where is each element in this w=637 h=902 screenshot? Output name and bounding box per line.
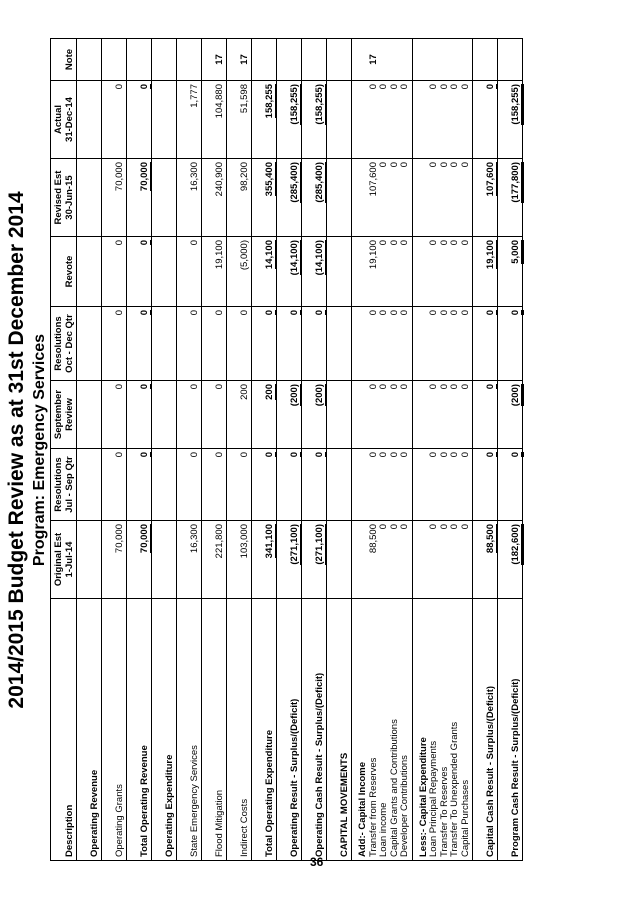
- group-heading: Less:- Capital Expenditure: [417, 737, 429, 857]
- group-line-value: [450, 42, 461, 77]
- cell-original-est: [252, 521, 277, 599]
- cell-value: (158,255): [510, 84, 524, 125]
- row-label: Operating Result - Surplus/(Deficit): [277, 599, 302, 861]
- cell-actual: [202, 81, 227, 159]
- cell-september-review: [102, 381, 127, 449]
- cell-value: (14,100): [289, 240, 300, 276]
- cell-value: 240,900: [214, 162, 225, 197]
- cell-value: 355,400: [264, 162, 275, 197]
- cell-actual: [227, 81, 252, 159]
- cell-res-oct-dec: [498, 307, 523, 381]
- cell-value: 0: [139, 240, 150, 246]
- table-row: [102, 39, 127, 861]
- cell-september-review: [498, 381, 523, 449]
- cell-value: 0: [264, 452, 275, 458]
- group-line-value: 17: [367, 54, 379, 65]
- group-line-value: 0: [378, 452, 389, 458]
- cell-actual: [277, 81, 302, 159]
- cell-value: 70,000: [114, 162, 125, 192]
- section-heading-row: [77, 39, 102, 861]
- group-line-label: Loan income: [378, 802, 389, 857]
- group-line-value: 0: [428, 162, 439, 168]
- report-title-block: [2, 29, 50, 871]
- group-line-value: 0: [388, 524, 400, 530]
- header-note: Note: [51, 39, 77, 81]
- header-revised-line2: 30-Jun-15: [64, 175, 75, 220]
- cell-september-review: [227, 381, 252, 449]
- cell-value: 19,100: [485, 240, 496, 270]
- header-original-line2: 1-Jul-14: [64, 541, 75, 578]
- cell-actual: [177, 81, 202, 159]
- cell-note: 17: [227, 39, 252, 81]
- group-line-value: 0: [388, 310, 400, 316]
- header-res-q2-line2: Oct - Dec Qtr: [64, 314, 75, 373]
- cell-value: 0: [139, 384, 150, 390]
- cell-res-jul-sep: [127, 449, 152, 521]
- cell-actual: [127, 81, 152, 159]
- header-original-line1: Original Est: [53, 532, 64, 587]
- group-line-value: 0: [388, 240, 400, 246]
- group-heading: Add:- Capital Income: [357, 761, 368, 857]
- group-cell-revote: [352, 237, 413, 307]
- header-sept-line2: Review: [64, 398, 75, 431]
- cell-value: (14,100): [314, 240, 325, 276]
- group-line-label: Capital Purchases: [459, 779, 471, 857]
- cell-value: 200: [239, 384, 250, 400]
- table-row: [302, 39, 327, 861]
- group-line-value: 0: [378, 84, 389, 90]
- cell-revote: [473, 237, 498, 307]
- cell-note: [498, 39, 523, 81]
- group-line-value: [429, 42, 440, 77]
- cell-value: 0: [239, 452, 250, 458]
- cell-res-jul-sep: [498, 449, 523, 521]
- cell-res-oct-dec: [177, 307, 202, 381]
- group-line-value: 0: [388, 452, 400, 458]
- group-line-value: 0: [459, 162, 471, 168]
- group-line-value: 0: [459, 452, 471, 458]
- cell-value: (200): [510, 384, 524, 406]
- group-line-value: 0: [449, 524, 460, 530]
- group-line-value: 0: [449, 452, 460, 458]
- header-res-q1: [51, 449, 77, 521]
- cell-value: 0: [114, 452, 125, 458]
- cell-actual: [252, 81, 277, 159]
- cell-revote: [102, 237, 127, 307]
- row-label: Operating Cash Result - Surplus/(Deficit): [302, 599, 327, 861]
- group-labels: [352, 599, 413, 861]
- group-cell-res-oct-dec: [412, 307, 473, 381]
- cell-original-est: [127, 521, 152, 599]
- group-line-value: 0: [399, 162, 410, 168]
- cell-actual: [302, 81, 327, 159]
- header-actual: [51, 81, 77, 159]
- section-heading-row: [152, 39, 177, 861]
- group-cell-res-oct-dec: [352, 307, 413, 381]
- cell-revised-est: [277, 159, 302, 237]
- group-cell-actual: [412, 81, 473, 159]
- cell-value: (271,100): [289, 524, 300, 565]
- cell-value: 16,300: [189, 524, 200, 554]
- group-line-value: 0: [459, 310, 471, 316]
- cell-value: 14,100: [264, 240, 275, 270]
- cell-revised-est: [102, 159, 127, 237]
- cell-value: (200): [314, 384, 325, 407]
- cell-value: 70,000: [139, 162, 150, 192]
- cell-value: 16,300: [189, 162, 200, 192]
- group-line-value: 0: [367, 84, 379, 90]
- group-line-value: 0: [459, 240, 471, 246]
- cell-revised-est: [177, 159, 202, 237]
- group-line-value: 0: [459, 384, 471, 390]
- cell-value: 107,600: [485, 162, 496, 197]
- group-cell-september-review: [412, 381, 473, 449]
- cell-value: 70,000: [139, 524, 150, 554]
- header-res-q2-line1: Resolutions: [53, 316, 64, 371]
- group-line-label: Transfer To Unexpended Grants: [449, 721, 460, 857]
- group-line-value: 0: [399, 240, 410, 246]
- group-line-value: 0: [428, 84, 439, 90]
- cell-res-oct-dec: [227, 307, 252, 381]
- header-actual-line1: Actual: [53, 104, 64, 135]
- cell-original-est: [202, 521, 227, 599]
- cell-res-oct-dec: [252, 307, 277, 381]
- cell-value: 98,200: [239, 162, 250, 192]
- cell-value: 0: [114, 84, 125, 90]
- group-labels: [412, 599, 473, 861]
- group-note-cell: [412, 39, 473, 81]
- cell-value: 1,777: [189, 84, 200, 108]
- cell-res-jul-sep: [102, 449, 127, 521]
- row-label: Total Operating Expenditure: [252, 599, 277, 861]
- group-cell-revised-est: [352, 159, 413, 237]
- cell-original-est: [302, 521, 327, 599]
- group-line-value: 0: [438, 384, 450, 390]
- cell-value: 0: [314, 452, 325, 458]
- group-cell-original-est: [352, 521, 413, 599]
- cell-original-est: [102, 521, 127, 599]
- group-line-value: 0: [399, 452, 410, 458]
- group-line-label: Loan Principal Repayments: [428, 740, 439, 857]
- cell-value: 0: [510, 452, 524, 457]
- cell-note: [177, 39, 202, 81]
- cell-revised-est: [302, 159, 327, 237]
- cell-value: 0: [189, 452, 200, 458]
- row-label: Total Operating Revenue: [127, 599, 152, 861]
- cell-original-est: [227, 521, 252, 599]
- cell-value: 221,800: [214, 524, 225, 559]
- group-line-value: 19,100: [367, 240, 379, 270]
- group-line-label: Transfer To Reserves: [438, 766, 450, 857]
- group-line-value: 0: [399, 524, 410, 530]
- group-line-value: 0: [378, 162, 389, 168]
- group-line-value: 0: [428, 240, 439, 246]
- cell-res-oct-dec: [302, 307, 327, 381]
- cell-value: (200): [289, 384, 300, 407]
- cell-revote: [252, 237, 277, 307]
- cell-value: 0: [214, 310, 225, 316]
- group-line-value: 0: [449, 240, 460, 246]
- cell-value: 5,000: [510, 240, 524, 264]
- group-line-value: 0: [428, 310, 439, 316]
- group-line-value: 0: [378, 310, 389, 316]
- table-row: [202, 39, 227, 861]
- row-label: Indirect Costs: [227, 599, 252, 861]
- cell-value: 0: [214, 384, 225, 390]
- cell-revote: [202, 237, 227, 307]
- group-line-value: 0: [438, 84, 450, 90]
- cell-note: [302, 39, 327, 81]
- group-line-value: 0: [449, 84, 460, 90]
- cell-original-est: [473, 521, 498, 599]
- header-row: [51, 39, 77, 861]
- group-line-value: 0: [388, 384, 400, 390]
- group-line-value: [400, 42, 411, 77]
- cell-revised-est: [202, 159, 227, 237]
- group-line-value: 0: [388, 162, 400, 168]
- cell-value: (158,255): [289, 84, 300, 125]
- cell-revised-est: [473, 159, 498, 237]
- cell-res-oct-dec: [202, 307, 227, 381]
- cell-res-jul-sep: [202, 449, 227, 521]
- group-line-value: 0: [378, 384, 389, 390]
- capital-movements-heading: CAPITAL MOVEMENTS: [327, 599, 352, 861]
- cell-september-review: [473, 381, 498, 449]
- cell-value: 0: [510, 310, 524, 315]
- table-row: [498, 39, 523, 861]
- header-res-q2: [51, 307, 77, 381]
- cell-res-jul-sep: [277, 449, 302, 521]
- cell-res-oct-dec: [102, 307, 127, 381]
- cell-value: 0: [289, 310, 300, 316]
- group-line-value: 107,600: [367, 162, 379, 197]
- cell-res-jul-sep: [473, 449, 498, 521]
- cell-revised-est: [227, 159, 252, 237]
- row-label: State Emergency Services: [177, 599, 202, 861]
- cell-value: 0: [114, 384, 125, 390]
- table-row: [252, 39, 277, 861]
- cell-value: 104,880: [214, 84, 225, 119]
- cell-value: 0: [485, 84, 496, 90]
- group-line-value: 0: [388, 84, 400, 90]
- header-revised: [51, 159, 77, 237]
- cell-value: 51,598: [239, 84, 250, 114]
- group-line-value: 0: [438, 452, 450, 458]
- header-september: [51, 381, 77, 449]
- cell-value: (285,400): [314, 162, 325, 203]
- cell-september-review: [177, 381, 202, 449]
- cell-value: (5,000): [239, 240, 250, 271]
- group-line-value: 0: [378, 240, 389, 246]
- group-cell-res-jul-sep: [412, 449, 473, 521]
- table-row: [277, 39, 302, 861]
- table-row: [177, 39, 202, 861]
- group-line-value: 0: [428, 384, 439, 390]
- group-line-value: 88,500: [367, 524, 379, 554]
- cell-value: 0: [189, 240, 200, 246]
- report-title: 2014/2015 Budget Review as at 31st December 2014: [5, 191, 28, 709]
- group-line-value: 0: [399, 310, 410, 316]
- cell-note: [127, 39, 152, 81]
- cell-value: 0: [485, 452, 496, 458]
- group-line-value: 0: [399, 84, 410, 90]
- group-line-label: Transfer from Reserves: [367, 757, 379, 857]
- group-line-value: 0: [367, 310, 379, 316]
- cell-value: 19,100: [214, 240, 225, 270]
- cell-note: [473, 39, 498, 81]
- header-sept-line1: September: [53, 389, 64, 440]
- header-description: Description: [51, 599, 77, 861]
- cell-note: [102, 39, 127, 81]
- group-line-label: Capital Grants and Contributions: [388, 719, 400, 857]
- report-subtitle: Program: Emergency Services: [31, 333, 48, 567]
- rotated-page: [2, 29, 602, 871]
- table-row: [227, 39, 252, 861]
- cell-value: 0: [485, 384, 496, 390]
- cell-revote: [227, 237, 252, 307]
- header-revised-line1: Revised Est: [53, 170, 64, 225]
- group-line-value: 0: [449, 310, 460, 316]
- cell-value: 0: [314, 310, 325, 316]
- cell-res-jul-sep: [227, 449, 252, 521]
- cell-res-jul-sep: [252, 449, 277, 521]
- cell-value: 70,000: [114, 524, 125, 554]
- group-cell-revised-est: [412, 159, 473, 237]
- cell-september-review: [252, 381, 277, 449]
- group-line-value: 0: [428, 524, 439, 530]
- group-line-value: [379, 42, 390, 77]
- cell-original-est: [498, 521, 523, 599]
- row-label: Operating Grants: [102, 599, 127, 861]
- cell-revote: [498, 237, 523, 307]
- group-line-value: 0: [378, 524, 389, 530]
- cell-value: 0: [485, 310, 496, 316]
- header-actual-line2: 31-Dec-14: [64, 97, 75, 142]
- operating-revenue-heading: Operating Revenue: [77, 599, 102, 861]
- row-label: Capital Cash Result - Surplus/(Deficit): [473, 599, 498, 861]
- cell-value: (158,255): [314, 84, 325, 125]
- group-line-value: 0: [438, 162, 450, 168]
- cell-revised-est: [498, 159, 523, 237]
- group-line-value: 0: [399, 384, 410, 390]
- page-number: 36: [310, 855, 324, 869]
- cell-revote: [302, 237, 327, 307]
- row-label: Program Cash Result - Surplus/(Deficit): [498, 599, 523, 861]
- cell-actual: [473, 81, 498, 159]
- group-cell-revote: [412, 237, 473, 307]
- group-line-value: [461, 42, 472, 77]
- cell-value: 200: [264, 384, 275, 400]
- table-row: [473, 39, 498, 861]
- group-note-cell: [352, 39, 413, 81]
- cell-value: 0: [114, 310, 125, 316]
- group-line-value: 0: [367, 384, 379, 390]
- cell-revote: [277, 237, 302, 307]
- cell-actual: [102, 81, 127, 159]
- group-line-value: 0: [367, 452, 379, 458]
- cell-value: 88,500: [485, 524, 496, 554]
- cell-value: 0: [189, 384, 200, 390]
- cell-value: 0: [264, 310, 275, 316]
- budget-table: [50, 38, 523, 861]
- header-res-q1-line2: Jul - Sep Qtr: [64, 456, 75, 513]
- cell-note: [252, 39, 277, 81]
- cell-value: 0: [189, 310, 200, 316]
- group-cell-september-review: [352, 381, 413, 449]
- cell-res-jul-sep: [302, 449, 327, 521]
- cell-september-review: [202, 381, 227, 449]
- table-row: [127, 39, 152, 861]
- cell-september-review: [127, 381, 152, 449]
- cell-value: 0: [139, 310, 150, 316]
- group-line-value: 0: [428, 452, 439, 458]
- cell-value: (285,400): [289, 162, 300, 203]
- group-line-value: 0: [459, 84, 471, 90]
- cell-value: 0: [289, 452, 300, 458]
- capital-expenditure-block: [412, 39, 473, 861]
- cell-value: 0: [114, 240, 125, 246]
- header-res-q1-line1: Resolutions: [53, 457, 64, 512]
- cell-original-est: [177, 521, 202, 599]
- cell-revised-est: [252, 159, 277, 237]
- cell-value: 158,255: [264, 84, 275, 119]
- cell-actual: [498, 81, 523, 159]
- cell-value: 341,100: [264, 524, 275, 559]
- cell-value: 0: [239, 310, 250, 316]
- cell-value: (182,600): [510, 524, 524, 565]
- cell-res-oct-dec: [277, 307, 302, 381]
- cell-value: 0: [214, 452, 225, 458]
- cell-note: [277, 39, 302, 81]
- group-line-value: 0: [449, 384, 460, 390]
- header-original: [51, 521, 77, 599]
- group-line-value: 0: [438, 310, 450, 316]
- group-cell-actual: [352, 81, 413, 159]
- cell-revote: [177, 237, 202, 307]
- cell-revised-est: [127, 159, 152, 237]
- cell-value: 0: [139, 84, 150, 90]
- capital-income-block: [352, 39, 413, 861]
- section-heading-row: [327, 39, 352, 861]
- group-line-value: 0: [459, 524, 471, 530]
- cell-revote: [127, 237, 152, 307]
- row-label: Flood Mitigation: [202, 599, 227, 861]
- cell-september-review: [302, 381, 327, 449]
- cell-value: (177,800): [510, 162, 524, 203]
- group-line-label: Developer Contributions: [399, 755, 410, 857]
- header-revote: Revote: [51, 237, 77, 307]
- group-cell-res-jul-sep: [352, 449, 413, 521]
- cell-res-jul-sep: [177, 449, 202, 521]
- cell-value: 0: [139, 452, 150, 458]
- group-line-value: 0: [438, 240, 450, 246]
- group-cell-original-est: [412, 521, 473, 599]
- cell-september-review: [277, 381, 302, 449]
- cell-original-est: [277, 521, 302, 599]
- group-line-value: 0: [449, 162, 460, 168]
- operating-expenditure-heading: Operating Expenditure: [152, 599, 177, 861]
- cell-res-oct-dec: [473, 307, 498, 381]
- cell-note: 17: [202, 39, 227, 81]
- group-line-value: 0: [438, 524, 450, 530]
- cell-res-oct-dec: [127, 307, 152, 381]
- cell-value: (271,100): [314, 524, 325, 565]
- cell-value: 103,000: [239, 524, 250, 559]
